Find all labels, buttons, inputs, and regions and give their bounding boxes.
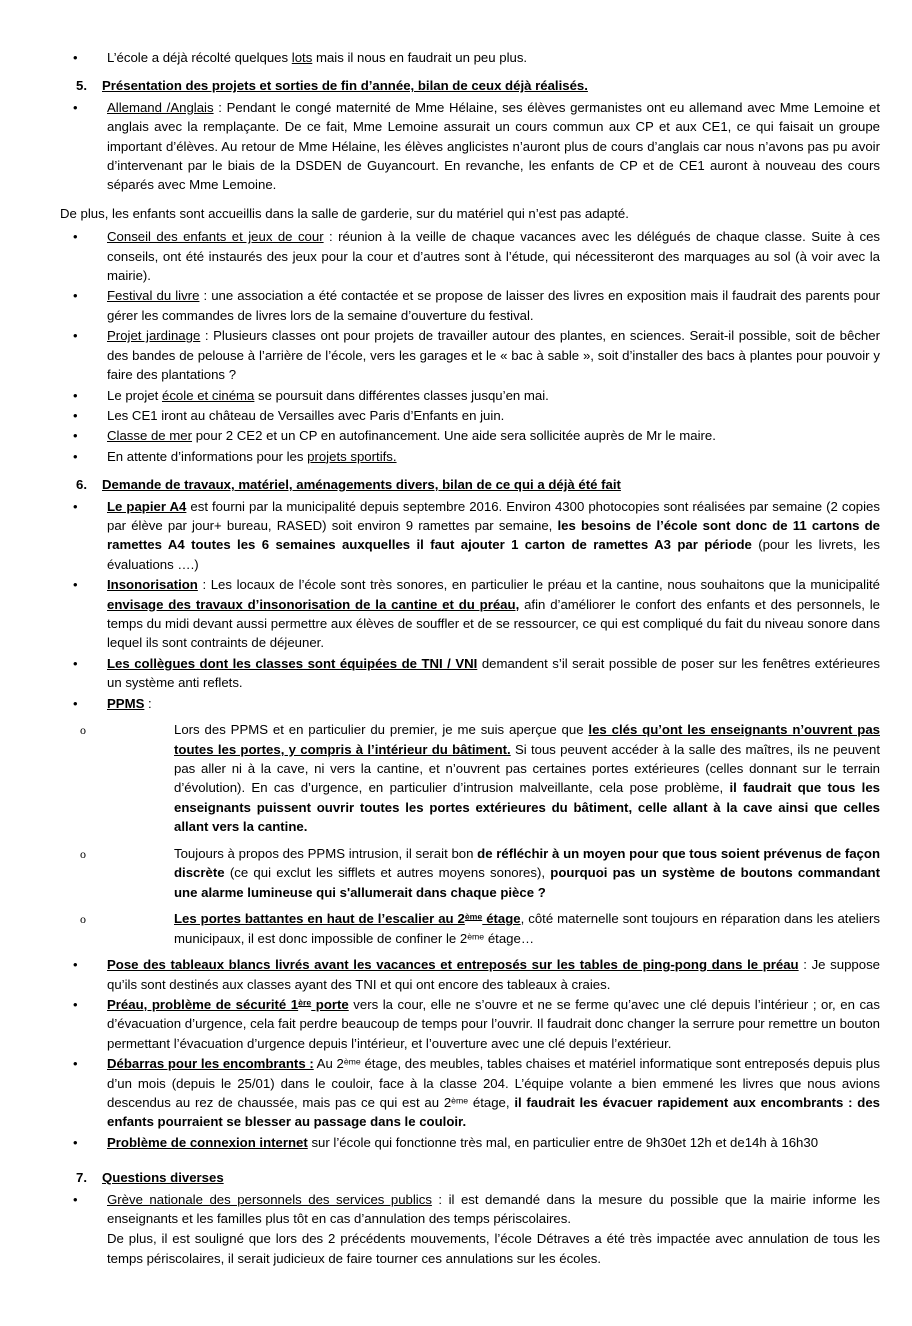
- ecole-cinema-post: se poursuit dans différentes classes jusqu’en mai.: [254, 387, 549, 403]
- debarras-label: Débarras pour les encombrants :: [107, 1056, 314, 1072]
- ppms3-text2: étage…: [484, 930, 535, 946]
- debarras-text1: Au 2: [313, 1056, 344, 1072]
- preau-label-a: Préau, problème de sécurité 1: [107, 996, 299, 1012]
- insonorisation-text1: : Les locaux de l’école sont très sonores, en particulier le préau et la cantine, nous souhaitons que la municipalité: [197, 577, 880, 593]
- ppms3-label-b: étage: [482, 911, 521, 927]
- list-item-ce1-versailles: [60, 406, 880, 425]
- ppms-suffix: :: [144, 695, 152, 711]
- bullet-dot-icon: •: [73, 1191, 78, 1207]
- ppms1-bold2: il faudrait que tous les enseignants puissent ouvrir toutes les portes extérieures du bâtiment, celle allant à la cave ainsi que celles allant vers la cantine.: [174, 780, 880, 835]
- ppms1-text1: Lors des PPMS et en particulier du premier, je me suis aperçue que: [174, 722, 589, 737]
- debarras-text2: étage, des meubles, tables chaises et matériel informatique sont entreposés depuis plus d’un mois (depuis le 25/01) dans le couloir, face à la classe 204. L’équipe volante a bien emmené les livres que nous avions descendus au rez de chaussée, mais pas ce qui est au 2: [107, 1056, 880, 1110]
- connexion-internet-label: Problème de connexion internet: [107, 1134, 308, 1150]
- sub-bullet-circle-icon: o: [80, 723, 86, 737]
- insonorisation-label: Insonorisation: [107, 577, 198, 593]
- lots-underlined: lots: [291, 50, 313, 65]
- document-body: [60, 48, 880, 1268]
- section-number-5: 5.: [76, 78, 87, 94]
- ppms2-bold2: pourquoi pas un système de boutons commandant une alarme lumineuse qui s'allumerait dans chaque pièce ?: [174, 865, 881, 900]
- debarras-sup1: ème: [343, 1056, 361, 1067]
- section-title-6: Demande de travaux, matériel, aménagements divers, bilan de ce qui a déjà été fait: [102, 477, 621, 493]
- preau-label-sup: ère: [298, 997, 312, 1008]
- ce1-versailles-text: Les CE1 iront au château de Versailles avec Paris d’Enfants en juin.: [107, 407, 505, 423]
- papier-a4-text1: est fourni par la municipalité depuis septembre 2016. Environ 4300 photocopies sont réalisées par semaine (2 copies par élève par jour+ bureau, RASED) soit environ 9 ramettes par semaine,: [107, 498, 880, 533]
- insonorisation-text2: afin d’améliorer le confort des enfants et des personnels, le temps du midi devant aussi permettre aux élèves de souffler et de se ressourcer, ce qui est compliqué du fait du niveau sonore dans lequel ils sont contraints de déjeuner.: [107, 596, 881, 651]
- greve-label: Grève nationale des personnels des services publics: [107, 1191, 432, 1207]
- bullet-dot-icon: •: [73, 655, 78, 671]
- connexion-internet-body: sur l’école qui fonctionne très mal, en particulier entre de 9h30et 12h et de14h à 16h30: [307, 1134, 819, 1150]
- projet-jardinage-body: : Plusieurs classes ont pour projets de travailler autour des plantes, en sciences. Serait-il possible, soit de bêcher des bandes de pelouse à l’arrière de l’école, vers les garages et le « bac à sable », soit d’installer des bacs à plantes pour pouvoir y faire des plantations ?: [107, 328, 880, 383]
- bullet-dot-icon: •: [73, 498, 78, 514]
- projet-jardinage-label: Projet jardinage: [107, 328, 201, 344]
- bullet-dot-icon: •: [73, 1134, 78, 1150]
- list-item-tableaux-blancs: [60, 955, 880, 994]
- ppms2-text2: (ce qui exclut les sifflets et autres moyens sonores),: [224, 865, 551, 881]
- classe-de-mer-body: pour 2 CE2 et un CP en autofinancement. Une aide sera sollicitée auprès de Mr le maire.: [192, 428, 716, 444]
- allemand-anglais-label: Allemand /Anglais: [107, 99, 214, 115]
- bullet-dot-icon: •: [73, 387, 78, 403]
- papier-a4-text2: (pour les livrets, les évaluations ….): [107, 537, 880, 572]
- festival-livre-body: : une association a été contactée et se propose de laisser des livres en exposition mais il faudrait des parents pour gérer les commandes de livres lors de la semaine d’ouverture du festival.: [107, 288, 880, 323]
- bullet-dot-icon: •: [73, 577, 78, 593]
- ppms3-text1-sup: ème: [467, 931, 485, 942]
- greve-body: : il est demandé dans la mesure du possible que la mairie informe les enseignants et les familles plus tôt en cas d’annulation des temps périscolaires.: [107, 1191, 880, 1226]
- ppms1-boldunderline: les clés qu’ont les enseignants n’ouvrent pas toutes les portes, y compris à l’intérieur du bâtiment.: [174, 722, 880, 757]
- ppms2-bold1: de réfléchir à un moyen pour que tous soient prévenus de façon discrète: [174, 845, 881, 881]
- ecole-cinema-pre: Le projet: [107, 387, 162, 403]
- paragraph-greve-suite: De plus, il est souligné que lors des 2 précédents mouvements, l’école Détraves a été très impactée avec annulation de tous les temps périscolaires, il serait judicieux de faire tourner ces annulations sur les écoles.: [107, 1231, 880, 1266]
- sublist-item-ppms-alarme: [60, 844, 880, 902]
- lots-post: mais il nous en faudrait un peu plus.: [312, 50, 528, 65]
- preau-body: vers la cour, elle ne s’ouvre et ne se ferme qu’avec une clé depuis l’intérieur ; or, en cas d’évacuation d’urgence, cela fait perdre beaucoup de temps pour l’ouvrir. Il faudrait donc changer la serrure pour remettre un bouton permettant l’évacuation d’urgence depuis l’intérieur, et l’ouverture avec une clé depuis l’extérieur.: [107, 996, 880, 1051]
- sublist-item-portes-battantes: [60, 909, 880, 948]
- bullet-dot-icon: •: [73, 448, 78, 464]
- sublist-item-ppms-cles: [60, 720, 880, 837]
- bullet-dot-icon: •: [73, 229, 78, 245]
- list-item-classe-de-mer: [60, 426, 880, 445]
- list-item-conseil-enfants: [60, 227, 880, 285]
- bullet-dot-icon: •: [73, 50, 78, 65]
- bullet-dot-icon: •: [73, 695, 78, 711]
- conseil-enfants-body: : réunion à la veille de chaque vacances avec les délégués de chaque classe. Suite à ces conseils, ont été instaurés des jeux pour la cour et d’autres sont à l’étude, qui nécessiteront des marquages au sol (à voir avec la mairie).: [107, 229, 881, 284]
- preau-label-b: porte: [311, 996, 349, 1012]
- list-item-tni-vni: [60, 654, 880, 693]
- projets-sportifs-pre: En attente d’informations pour les: [107, 448, 308, 464]
- tni-vni-label: Les collègues dont les classes sont équipées de TNI / VNI: [107, 655, 478, 671]
- list-item-insonorisation: [60, 575, 880, 653]
- sub-bullet-circle-icon: o: [80, 912, 86, 927]
- tableaux-blancs-label: Pose des tableaux blancs livrés avant les vacances et entreposés sur les tables de ping-pong dans le préau: [107, 957, 799, 973]
- list-item-greve: [60, 1190, 880, 1229]
- ppms2-text1: Toujours à propos des PPMS intrusion, il serait bon: [174, 845, 478, 861]
- paragraph-garderie: De plus, les enfants sont accueillis dans la salle de garderie, sur du matériel qui n’est pas adapté.: [60, 205, 629, 221]
- list-item-ecole-cinema: [60, 386, 880, 405]
- bullet-dot-icon: •: [73, 428, 78, 444]
- list-item-projets-sportifs: [60, 447, 880, 466]
- section-heading-5: [60, 76, 880, 95]
- list-item-lots: [60, 48, 880, 67]
- list-item-connexion-internet: [60, 1133, 880, 1152]
- section-number-7: 7.: [76, 1170, 87, 1186]
- ppms3-label-a: Les portes battantes en haut de l’escalier au 2: [174, 911, 465, 927]
- ecole-cinema-label: école et cinéma: [162, 387, 255, 403]
- ppms-label: PPMS: [107, 695, 145, 711]
- bullet-dot-icon: •: [73, 99, 78, 115]
- tableaux-blancs-body: : Je suppose qu’ils sont destinés aux classes ayant des TNI et qui ont encore des tableaux à craies.: [107, 957, 880, 992]
- bullet-dot-icon: •: [73, 996, 78, 1012]
- tni-vni-body: demandent s’il serait possible de poser sur les fenêtres extérieures un système anti reflets.: [107, 655, 880, 691]
- section-heading-6: [60, 475, 880, 494]
- conseil-enfants-label: Conseil des enfants et jeux de cour: [107, 229, 324, 245]
- insonorisation-bold: envisage des travaux d’insonorisation de la cantine et du préau,: [107, 596, 520, 612]
- ppms3-label-sup: ème: [464, 911, 483, 922]
- section-title-7: Questions diverses: [102, 1170, 224, 1186]
- bullet-dot-icon: •: [73, 288, 78, 304]
- lots-pre: L’école a déjà récolté quelques: [107, 50, 292, 65]
- papier-a4-label: Le papier A4: [107, 498, 187, 514]
- debarras-text3: étage,: [468, 1094, 515, 1110]
- classe-de-mer-label: Classe de mer: [107, 428, 193, 444]
- section-number-6: 6.: [76, 477, 87, 493]
- papier-a4-bold: les besoins de l’école sont donc de 11 cartons de ramettes A4 toutes les 6 semaines auxquelles il faut ajouter 1 carton de ramettes A3 par période: [107, 517, 880, 553]
- allemand-anglais-body: : Pendant le congé maternité de Mme Hélaine, ses élèves germanistes ont eu allemand avec Mme Lemoine et anglais avec la remplaçante. De ce fait, Mme Lemoine assurait un cours commun aux CP et aux CE1, ce qui faisait un groupe important d’élèves. Au retour de Mme Hélaine, les élèves anglicistes n’auront plus de cours d’anglais car nous n’avons pas pu avoir d’intervenant par le biais de la DSDEN de Guyancourt. En revanche, les enfants de CP et de CE1 auront à nouveau des cours séparés avec Mme Lemoine.: [107, 99, 880, 193]
- section-heading-7: [60, 1168, 880, 1187]
- projets-sportifs-label: projets sportifs.: [307, 448, 397, 464]
- debarras-bold: il faudrait les évacuer rapidement aux encombrants : des enfants pourraient se blesser au passage dans le couloir.: [107, 1094, 881, 1130]
- list-item-preau-securite: [60, 995, 880, 1053]
- bullet-dot-icon: •: [73, 328, 78, 344]
- bullet-dot-icon: •: [73, 407, 78, 423]
- sub-bullet-circle-icon: o: [80, 846, 86, 861]
- list-item-projet-jardinage: [60, 326, 880, 384]
- bullet-dot-icon: •: [73, 957, 78, 973]
- list-item-festival-livre: [60, 286, 880, 325]
- list-item-ppms: [60, 694, 880, 713]
- section-title-5: Présentation des projets et sorties de fin d’année, bilan de ceux déjà réalisés.: [102, 78, 588, 94]
- ppms1-text2: Si tous peuvent accéder à la salle des maîtres, ils ne peuvent pas aller ni à la cave, ni vers la cantine, et n’ouvrent pas certaines portes extérieures (celles donnant sur le terrain d’évolution). En cas d’urgence, en particulier d’intrusion malveillante, cela pose problème,: [174, 741, 880, 796]
- list-item-allemand-anglais: [60, 98, 880, 195]
- debarras-sup2: ème: [451, 1095, 469, 1106]
- list-item-debarras: [60, 1054, 880, 1132]
- list-item-papier-a4: [60, 497, 880, 575]
- bullet-dot-icon: •: [73, 1056, 78, 1072]
- festival-livre-label: Festival du livre: [107, 288, 200, 304]
- ppms3-text1: , côté maternelle sont toujours en réparation dans les ateliers municipaux, il est donc impossible de confiner le 2: [174, 911, 880, 946]
